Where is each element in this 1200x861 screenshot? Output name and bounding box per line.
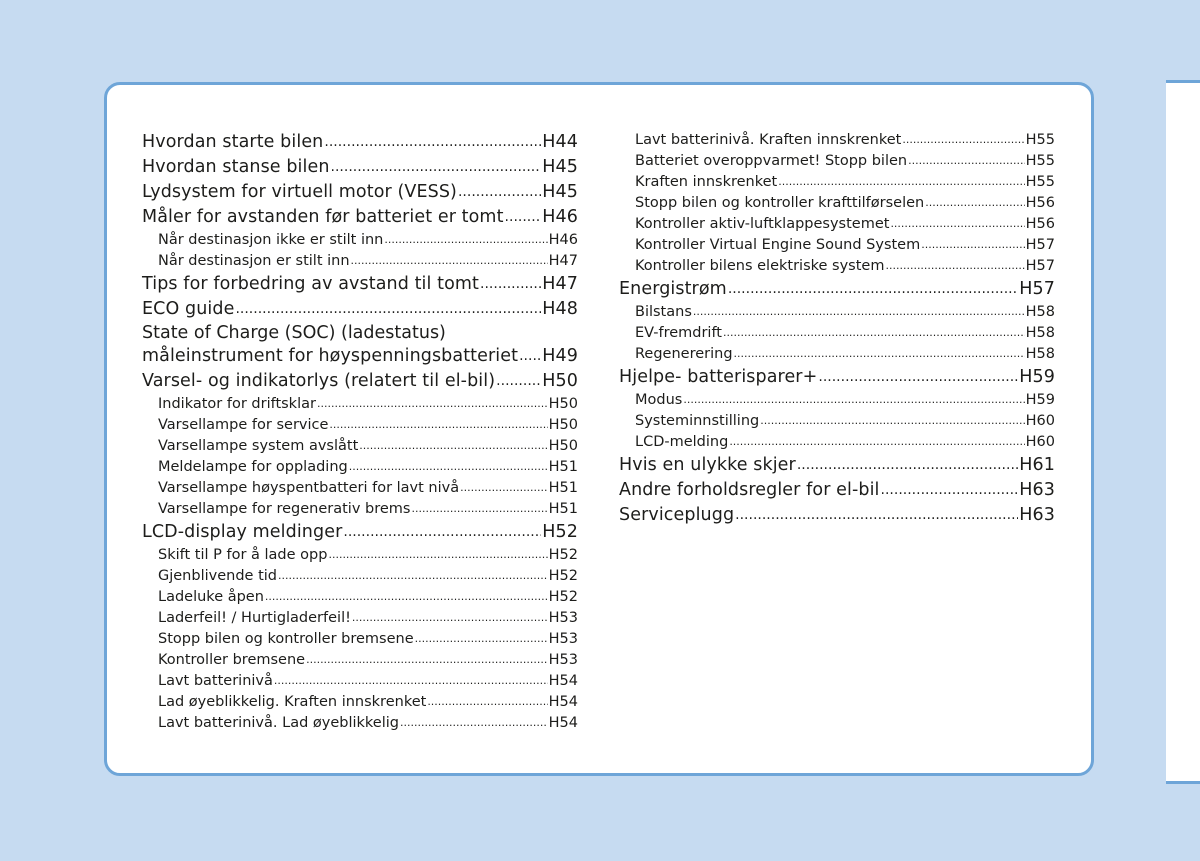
- toc-subentry[interactable]: [142, 478, 578, 499]
- toc-subentry-page: H51: [548, 480, 578, 496]
- toc-subentry-title: Stopp bilen og kontroller bremsene: [158, 631, 414, 647]
- leader-dots: [735, 503, 1018, 527]
- leader-dots: [797, 453, 1018, 477]
- toc-subentry[interactable]: [142, 650, 578, 671]
- toc-subentry[interactable]: [142, 394, 578, 415]
- toc-subentry-title: Ladeluke åpen: [158, 589, 264, 605]
- leader-dots: [415, 628, 548, 649]
- toc-entry[interactable]: [619, 503, 1055, 528]
- toc-subentry-page: H59: [1025, 392, 1055, 408]
- toc-subentry-page: H57: [1025, 237, 1055, 253]
- toc-entry[interactable]: [142, 155, 578, 180]
- leader-dots: [359, 435, 547, 456]
- leader-dots: [728, 277, 1018, 301]
- toc-subentry[interactable]: [142, 251, 578, 272]
- toc-subentry-title: Indikator for driftsklar: [158, 396, 316, 412]
- toc-subentry-title: Skift til P for å lade opp: [158, 547, 328, 563]
- toc-entry-page: H50: [542, 371, 578, 391]
- toc-subentry[interactable]: [142, 629, 578, 650]
- toc-subentry-page: H56: [1025, 216, 1055, 232]
- leader-dots: [427, 691, 547, 712]
- toc-subentry-page: H55: [1025, 174, 1055, 190]
- toc-entry-title: LCD-display meldinger: [142, 522, 343, 542]
- toc-entry-title: Hvis en ulykke skjer: [619, 455, 796, 475]
- toc-entry-title: ECO guide: [142, 299, 235, 319]
- leader-dots: [925, 192, 1024, 213]
- toc-subentry-page: H53: [548, 610, 578, 626]
- toc-subentry-title: Når destinasjon ikke er stilt inn: [158, 232, 384, 248]
- toc-subentry-title: Kontroller bilens elektriske system: [635, 258, 885, 274]
- toc-subentry[interactable]: [142, 499, 578, 520]
- leader-dots: [274, 670, 548, 691]
- toc-subentry[interactable]: [619, 411, 1055, 432]
- toc-subentry-page: H54: [548, 694, 578, 710]
- toc-entry-title: Andre forholdsregler for el-bil: [619, 480, 880, 500]
- leader-dots: [460, 477, 548, 498]
- toc-entry[interactable]: [619, 478, 1055, 503]
- toc-subentry[interactable]: [619, 323, 1055, 344]
- toc-subentry-title: EV-fremdrift: [635, 325, 722, 341]
- toc-entry-page: H45: [542, 157, 578, 177]
- toc-subentry-page: H52: [548, 568, 578, 584]
- leader-dots: [324, 130, 541, 154]
- leader-dots: [328, 544, 547, 565]
- toc-subentry[interactable]: [619, 344, 1055, 365]
- toc-subentry-page: H60: [1025, 413, 1055, 429]
- toc-subentry-page: H50: [548, 396, 578, 412]
- toc-entry-title: Hvordan stanse bilen: [142, 157, 330, 177]
- toc-right-column: [619, 130, 1055, 528]
- toc-entry-page: H47: [542, 274, 578, 294]
- toc-entry[interactable]: [142, 369, 578, 394]
- toc-subentry-page: H54: [548, 715, 578, 731]
- toc-entry[interactable]: [142, 205, 578, 230]
- toc-subentry-page: H57: [1025, 258, 1055, 274]
- toc-subentry[interactable]: [142, 230, 578, 251]
- toc-entry-page: H57: [1019, 279, 1055, 299]
- leader-dots: [902, 129, 1024, 150]
- leader-dots: [723, 322, 1025, 343]
- toc-entry-title: Hvordan starte bilen: [142, 132, 324, 152]
- toc-entry[interactable]: [619, 277, 1055, 302]
- toc-entry[interactable]: [142, 130, 578, 155]
- leader-dots: [683, 389, 1024, 410]
- leader-dots: [411, 498, 547, 519]
- toc-subentry-page: H50: [548, 438, 578, 454]
- toc-entry-page: H63: [1019, 505, 1055, 525]
- leader-dots: [818, 365, 1018, 389]
- toc-subentry-title: Systeminnstilling: [635, 413, 760, 429]
- leader-dots: [760, 410, 1024, 431]
- toc-subentry-page: H56: [1025, 195, 1055, 211]
- leader-dots: [278, 565, 548, 586]
- toc-entry-title: Energistrøm: [619, 279, 727, 299]
- toc-entry-page: H45: [542, 182, 578, 202]
- toc-entry[interactable]: [142, 297, 578, 322]
- toc-subentry[interactable]: [142, 713, 578, 734]
- leader-dots: [881, 478, 1019, 502]
- leader-dots: [480, 272, 541, 296]
- toc-entry-page: H61: [1019, 455, 1055, 475]
- toc-subentry[interactable]: [619, 214, 1055, 235]
- leader-dots: [352, 607, 548, 628]
- toc-entry-title: Måler for avstanden før batteriet er tomt: [142, 207, 504, 227]
- side-tab: [1166, 80, 1200, 784]
- toc-subentry[interactable]: [142, 692, 578, 713]
- leader-dots: [885, 255, 1024, 276]
- toc-subentry[interactable]: [142, 415, 578, 436]
- toc-subentry-title: Lad øyeblikkelig. Kraften innskrenket: [158, 694, 427, 710]
- toc-subentry-page: H58: [1025, 325, 1055, 341]
- leader-dots: [317, 393, 548, 414]
- toc-subentry-title: Når destinasjon er stilt inn: [158, 253, 350, 269]
- toc-subentry[interactable]: [142, 545, 578, 566]
- toc-subentry[interactable]: [142, 671, 578, 692]
- toc-subentry-page: H53: [548, 631, 578, 647]
- toc-entry-page: H52: [542, 522, 578, 542]
- toc-subentry-title: Lavt batterinivå. Lad øyeblikkelig: [158, 715, 399, 731]
- toc-subentry-title: Stopp bilen og kontroller krafttilførselen: [635, 195, 925, 211]
- toc-subentry-page: H51: [548, 459, 578, 475]
- leader-dots: [351, 250, 548, 271]
- toc-subentry[interactable]: [619, 151, 1055, 172]
- leader-dots: [400, 712, 548, 733]
- toc-subentry-page: H58: [1025, 304, 1055, 320]
- toc-subentry-title: Bilstans: [635, 304, 692, 320]
- toc-subentry-page: H46: [548, 232, 578, 248]
- toc-subentry[interactable]: [619, 172, 1055, 193]
- toc-subentry-title: Meldelampe for opplading: [158, 459, 348, 475]
- toc-subentry-page: H52: [548, 589, 578, 605]
- toc-subentry-title: Kontroller bremsene: [158, 652, 306, 668]
- leader-dots: [331, 155, 542, 179]
- toc-entry-title: Lydsystem for virtuell motor (VESS): [142, 182, 457, 202]
- leader-dots: [921, 234, 1024, 255]
- toc-subentry-title: Batteriet overoppvarmet! Stopp bilen: [635, 153, 908, 169]
- leader-dots: [729, 431, 1024, 452]
- toc-subentry-title: Gjenblivende tid: [158, 568, 277, 584]
- toc-left-column: [142, 130, 578, 734]
- toc-entry[interactable]: [142, 520, 578, 545]
- leader-dots: [384, 229, 547, 250]
- toc-entry[interactable]: [619, 453, 1055, 478]
- toc-subentry[interactable]: [142, 608, 578, 629]
- toc-subentry[interactable]: [619, 130, 1055, 151]
- leader-dots: [329, 414, 547, 435]
- toc-subentry[interactable]: [619, 302, 1055, 323]
- leader-dots: [908, 150, 1025, 171]
- toc-entry-title: Varsel- og indikatorlys (relatert til el-bil): [142, 371, 496, 391]
- toc-subentry-page: H47: [548, 253, 578, 269]
- leader-dots: [778, 171, 1024, 192]
- toc-entry-title-line1: State of Charge (SOC) (ladestatus): [142, 323, 446, 343]
- toc-subentry[interactable]: [142, 436, 578, 457]
- leader-dots: [734, 343, 1025, 364]
- toc-subentry[interactable]: [619, 432, 1055, 453]
- toc-subentry[interactable]: [142, 457, 578, 478]
- toc-subentry-title: Varsellampe for regenerativ brems: [158, 501, 411, 517]
- toc-subentry-title: LCD-melding: [635, 434, 729, 450]
- leader-dots: [306, 649, 548, 670]
- toc-entry-title: måleinstrument for høyspenningsbatteriet: [142, 346, 519, 366]
- toc-subentry-page: H60: [1025, 434, 1055, 450]
- toc-entry-title: Tips for forbedring av avstand til tomt: [142, 274, 480, 294]
- leader-dots: [890, 213, 1024, 234]
- toc-subentry[interactable]: [619, 256, 1055, 277]
- toc-entry-page: H48: [542, 299, 578, 319]
- toc-subentry-title: Regenerering: [635, 346, 733, 362]
- toc-subentry[interactable]: [619, 193, 1055, 214]
- toc-subentry-title: Kontroller Virtual Engine Sound System: [635, 237, 921, 253]
- toc-entry-page: H49: [542, 346, 578, 366]
- leader-dots: [458, 180, 541, 204]
- toc-subentry-page: H58: [1025, 346, 1055, 362]
- toc-subentry-title: Varsellampe høyspentbatteri for lavt nivå: [158, 480, 460, 496]
- toc-subentry[interactable]: [142, 587, 578, 608]
- leader-dots: [265, 586, 548, 607]
- toc-subentry-title: Laderfeil! / Hurtigladerfeil!: [158, 610, 351, 626]
- toc-entry-page: H63: [1019, 480, 1055, 500]
- toc-entry-page: H46: [542, 207, 578, 227]
- leader-dots: [343, 520, 541, 544]
- toc-entry-page: H44: [542, 132, 578, 152]
- toc-entry[interactable]: [142, 272, 578, 297]
- toc-subentry-page: H50: [548, 417, 578, 433]
- leader-dots: [349, 456, 548, 477]
- toc-subentry[interactable]: [142, 566, 578, 587]
- toc-subentry-title: Lavt batterinivå: [158, 673, 273, 689]
- leader-dots: [519, 344, 541, 368]
- leader-dots: [235, 297, 541, 321]
- toc-subentry[interactable]: [619, 390, 1055, 411]
- toc-entry-multiline[interactable]: [142, 322, 578, 369]
- toc-subentry[interactable]: [619, 235, 1055, 256]
- toc-subentry-title: Modus: [635, 392, 683, 408]
- leader-dots: [693, 301, 1025, 322]
- toc-subentry-title: Varsellampe system avslått: [158, 438, 359, 454]
- toc-subentry-title: Kraften innskrenket: [635, 174, 778, 190]
- toc-entry-title: Hjelpe- batterisparer+: [619, 367, 818, 387]
- toc-subentry-page: H53: [548, 652, 578, 668]
- toc-entry[interactable]: [142, 180, 578, 205]
- toc-subentry-page: H55: [1025, 132, 1055, 148]
- toc-subentry-title: Lavt batterinivå. Kraften innskrenket: [635, 132, 902, 148]
- toc-entry-title: Serviceplugg: [619, 505, 735, 525]
- toc-entry-page: H59: [1019, 367, 1055, 387]
- toc-subentry-page: H52: [548, 547, 578, 563]
- toc-subentry-page: H55: [1025, 153, 1055, 169]
- toc-subentry-title: Kontroller aktiv-luftklappesystemet: [635, 216, 890, 232]
- leader-dots: [505, 205, 542, 229]
- toc-subentry-page: H51: [548, 501, 578, 517]
- toc-entry[interactable]: [619, 365, 1055, 390]
- toc-subentry-page: H54: [548, 673, 578, 689]
- toc-subentry-title: Varsellampe for service: [158, 417, 329, 433]
- leader-dots: [496, 369, 541, 393]
